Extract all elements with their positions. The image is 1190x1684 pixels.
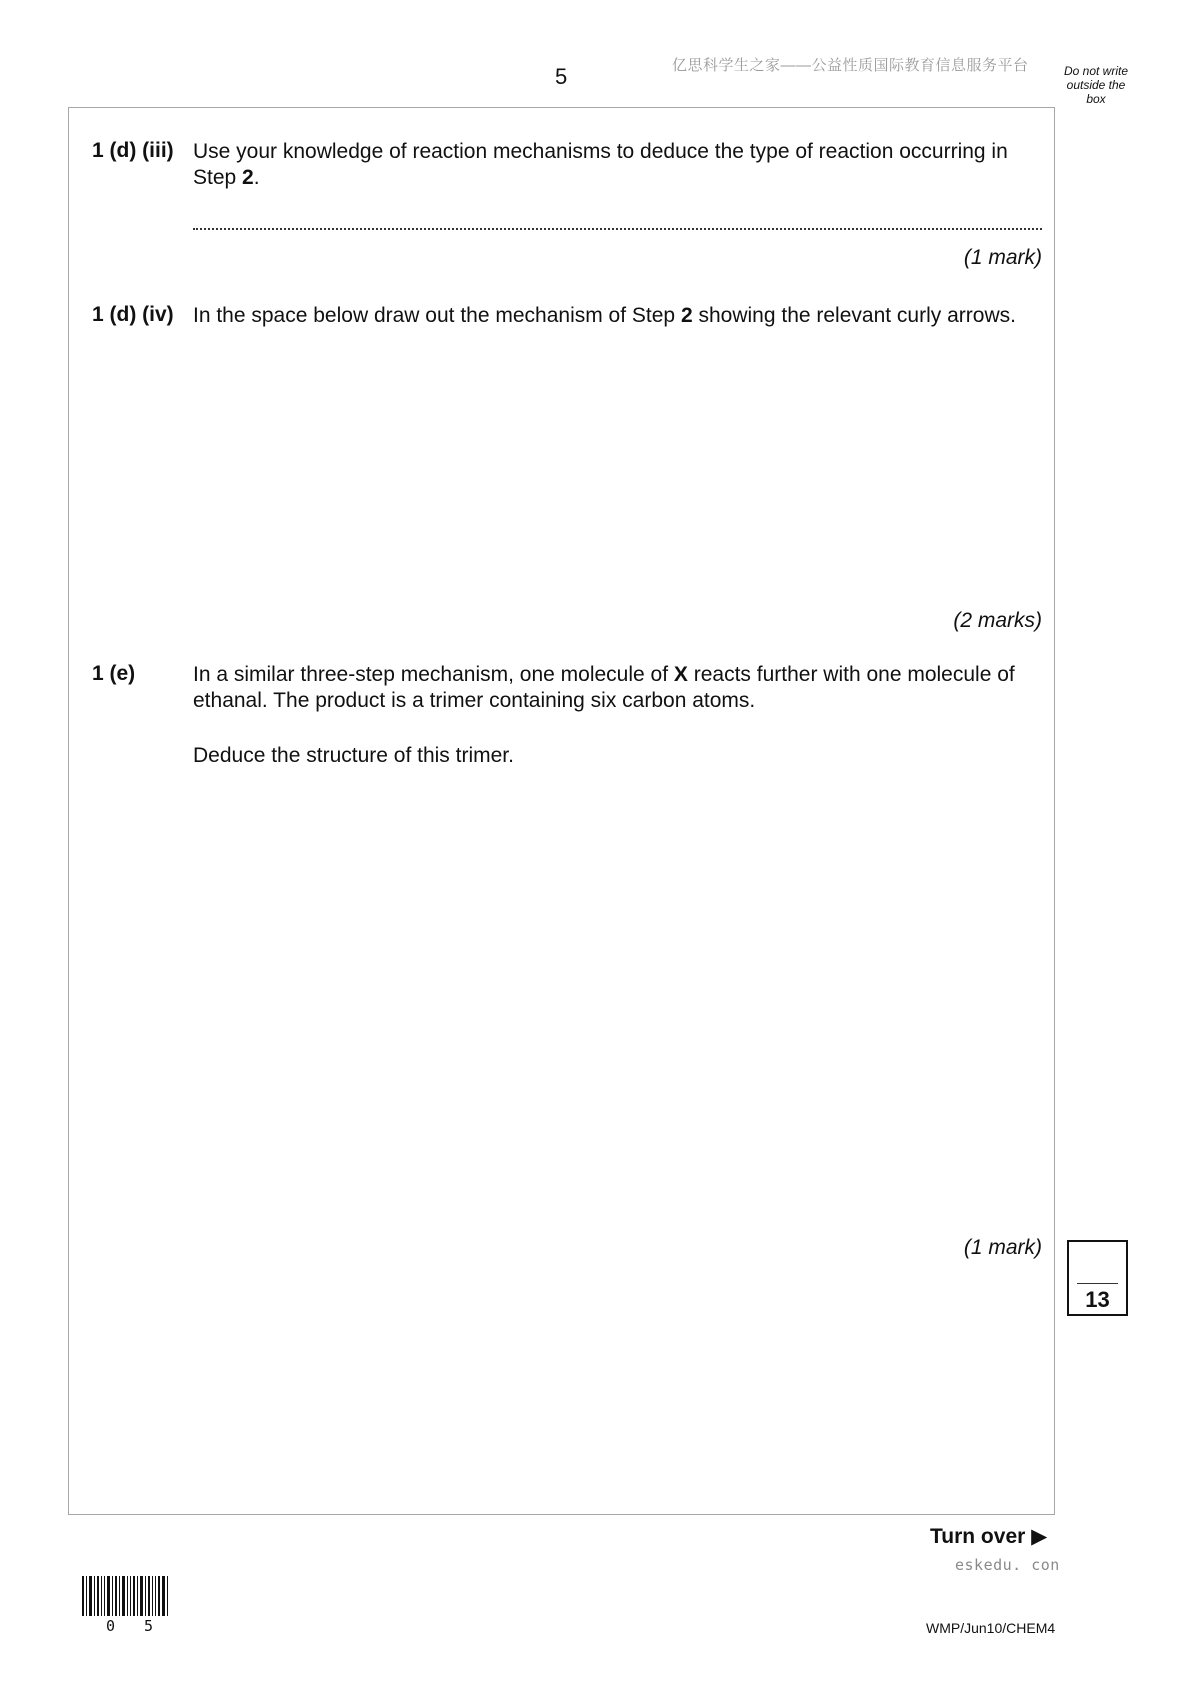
barcode-digits: 0 5 [106, 1617, 164, 1635]
page-number: 5 [555, 64, 568, 89]
question-number: 1 (e) [92, 662, 136, 685]
margin-note: Do not write outside the box [1063, 64, 1129, 106]
footer-site: eskedu. con [955, 1556, 1060, 1574]
score-line [1077, 1283, 1118, 1284]
watermark: 亿思科学生之家——公益性质国际教育信息服务平台 [672, 57, 1029, 74]
turn-over-label: Turn over ▶ [930, 1525, 1048, 1548]
question-text: Use your knowledge of reaction mechanisms to deduce the type of reaction occurring in Step 2. [193, 140, 1008, 189]
drawing-answer-space[interactable] [193, 365, 1043, 600]
paper-reference: WMP/Jun10/CHEM4 [926, 1620, 1056, 1636]
question-instruction: Deduce the structure of this trimer. [193, 744, 514, 767]
score-box [1067, 1240, 1128, 1316]
structure-answer-space[interactable] [193, 785, 1043, 1225]
mark-allocation: (2 marks) [953, 609, 1042, 632]
question-number: 1 (d) (iii) [92, 139, 174, 162]
question-text: In a similar three-step mechanism, one molecule of X reacts further with one molecule of ethanal. The product is a trimer containing six carbon atoms. [193, 663, 1015, 712]
mark-allocation: (1 mark) [963, 1236, 1042, 1259]
answer-line[interactable] [193, 222, 1042, 230]
score-total: 13 [1085, 1287, 1110, 1312]
question-number: 1 (d) (iv) [92, 303, 174, 326]
barcode [82, 1576, 174, 1616]
question-text: In the space below draw out the mechanism of Step 2 showing the relevant curly arrows. [193, 304, 1016, 327]
mark-allocation: (1 mark) [963, 246, 1042, 269]
